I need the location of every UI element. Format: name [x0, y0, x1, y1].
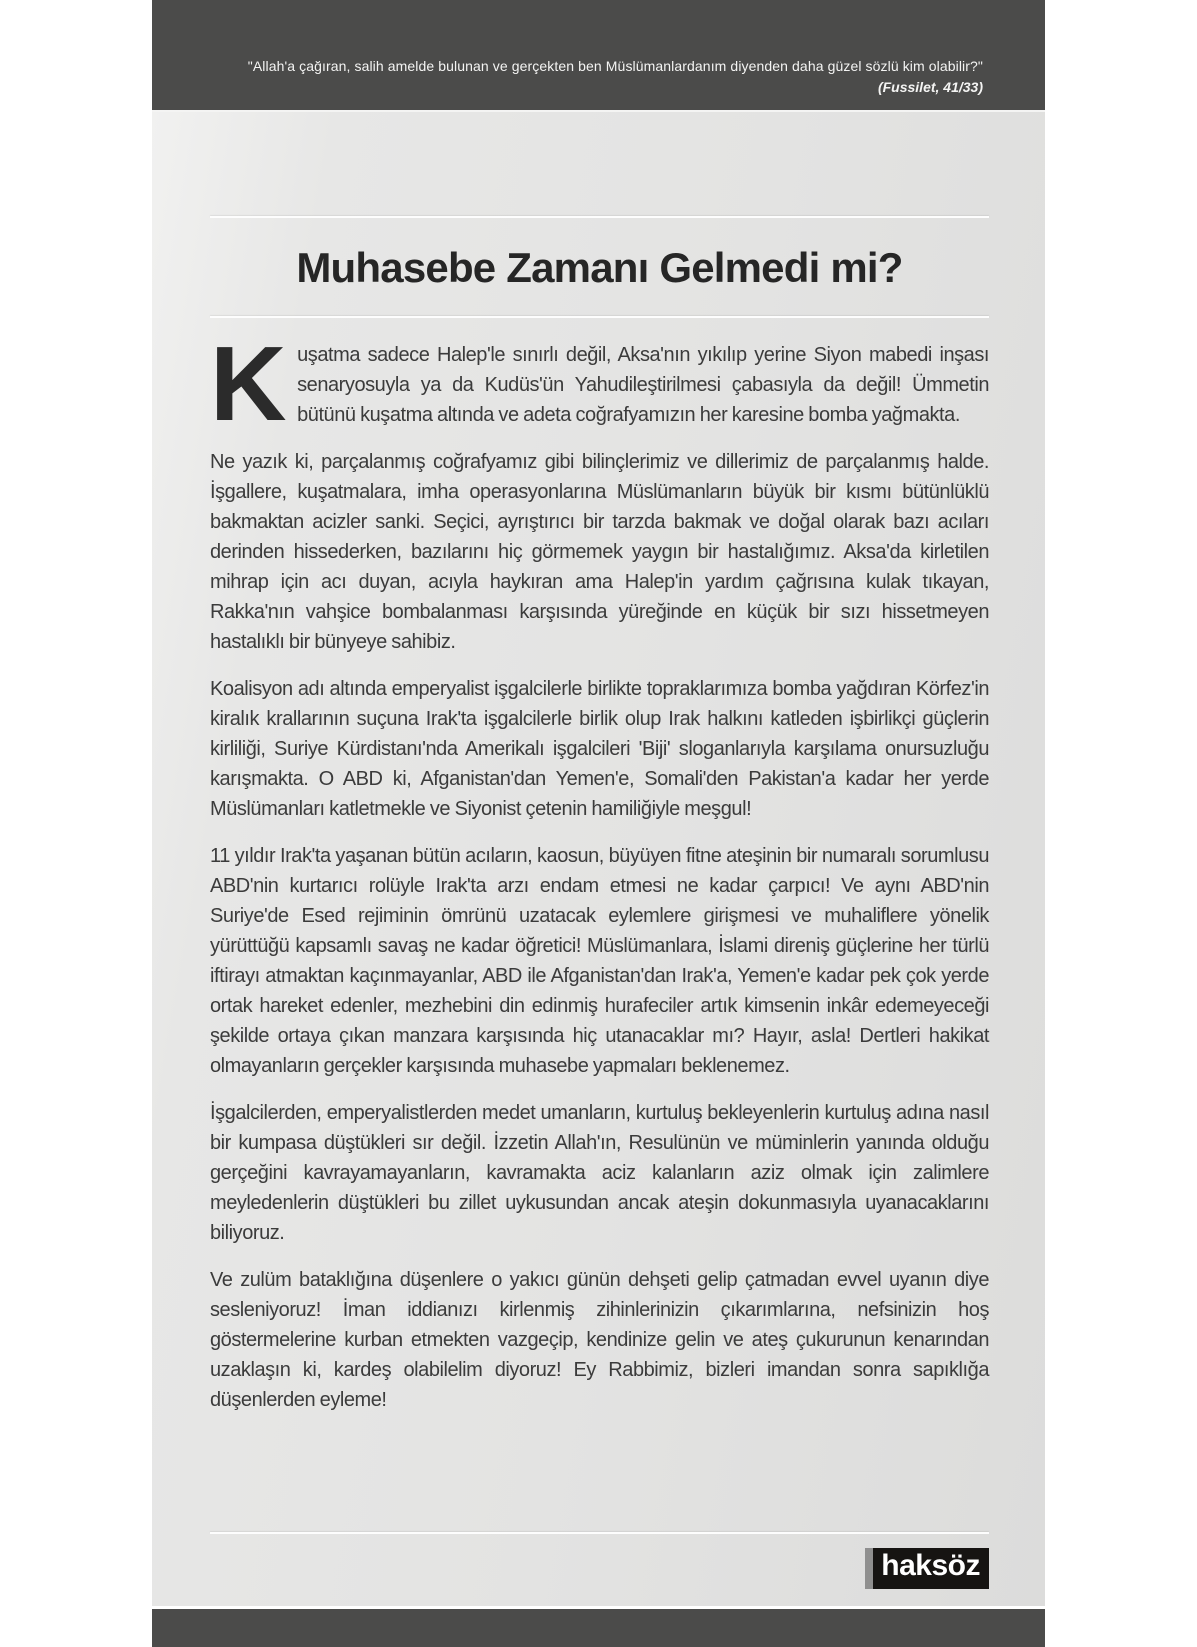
paragraph: Ne yazık ki, parçalanmış coğrafyamız gibi bilinçlerimiz ve dillerimiz de parçalanmış halde. İşgallere, kuşatmalara, imha operasyonlarına Müslümanların büyük bir kısmı bütünlüklü bakmaktan acizler sanki. Seçici, ayrıştırıcı bir tarzda bakmak ve doğal olarak bazı acıları derinden hissederken, bazılarını hiç görmemek yaygın bir hastalığımız. Aksa'da kirletilen mihrap için acı duyan, acıyla haykıran ama Halep'in yardım çağrısına kulak tıkayan, Rakka'nın vahşice bombalanması karşısında yüreğinde en küçük bir sızı hissetmeyen hastalıklı bir bünyeye sahibiz.	[210, 451, 989, 653]
magazine-page	[152, 0, 1045, 1647]
paragraph: 11 yıldır Irak'ta yaşanan bütün acıların, kaosun, büyüyen fitne ateşinin bir numaralı sorumlusu ABD'nin kurtarıcı rolüyle Irak'ta arzı endam etmesi ne kadar çarpıcı! Ve aynı ABD'nin Suriye'de Esed rejiminin ömrünü uzatacak eylemlere girişmesi ve muhaliflere yönelik yürüttüğü kapsamlı savaş ne kadar öğretici! Müslümanlara, İslami direniş güçlerine her türlü iftirayı atmaktan kaçınmayanlar, ABD ile Afganistan'dan Irak'a, Yemen'e kadar pek çok yerde ortak hareket edenler, mezhebini din edinmiş hurafeciler artık kimsenin inkâr edemeyeceği şekilde ortaya çıkan manzara karşısında hiç utanacaklar mı? Hayır, asla! Dertleri hakikat olmayanların gerçekler karşısında muhasebe yapmaları beklenemez.	[210, 845, 989, 1077]
article-title: Muhasebe Zamanı Gelmedi mi?	[296, 244, 903, 291]
publisher-logo: haksöz	[865, 1548, 989, 1589]
paragraph: Ve zulüm bataklığına düşenlere o yakıcı günün dehşeti gelip çatmadan evvel uyanın diye sesleniyoruz! İman iddianızı kirlenmiş zihinlerinizin çıkarımlarına, nefsinizin hoş göstermelerine kurban etmekten vazgeçip, kendinize gelin ve ateş çukurunun kenarından uzaklaşın ki, kardeş olabilelim diyoruz! Ey Rabbimiz, bizleri imandan sonra sapıklığa düşenlerden eyleme!	[210, 1269, 989, 1411]
quote-attribution: (Fussilet, 41/33)	[877, 79, 983, 95]
header-band	[152, 0, 1045, 110]
title-rule-top	[210, 216, 989, 218]
paragraph: İşgalcilerden, emperyalistlerden medet umanların, kurtuluş bekleyenlerin kurtuluş adına nasıl bir kumpasa düştükleri sır değil. İzzetin Allah'ın, Resulünün ve müminlerin yanında olduğu gerçeğini kavrayamayanların, kavramakta aciz kalanların aziz olmak için zalimlere meyledenlerin düştükleri bu zillet uykusundan ancak ateşin dokunmasıyla uyanacaklarını biliyoruz.	[210, 1102, 989, 1244]
footer-rule	[210, 1532, 989, 1534]
paragraph	[210, 325, 989, 443]
drop-cap: K	[210, 325, 287, 443]
paragraph: Koalisyon adı altında emperyalist işgalcilerle birlikte topraklarımıza bomba yağdıran Körfez'in kiralık krallarının suçuna Irak'ta işgalcilerle birlik olup Irak halkını katleden işbirlikçi güçlerin kirliliği, Suriye Kürdistanı'nda Amerikalı işgalcileri 'Biji' sloganlarıyla karşılama onursuzluğu karışmakta. O ABD ki, Afganistan'dan Yemen'e, Somali'den Pakistan'a kadar her yerde Müslümanları katletmekle ve Siyonist çetenin hamiliğiyle meşgul!	[210, 678, 989, 820]
article-body-area	[152, 110, 1045, 1606]
paragraph-text: uşatma sadece Halep'le sınırlı değil, Aksa'nın yıkılıp yerine Siyon mabedi inşası senaryosuyla ya da Kudüs'ün Yahudileştirilmesi çabasıyla da değil! Ümmetin bütünü kuşatma altında ve adeta coğrafyamızın her karesine bomba yağmakta.	[297, 344, 989, 426]
title-rule-bottom	[210, 316, 989, 318]
header-quote: "Allah'a çağıran, salih amelde bulunan ve gerçekten ben Müslümanlardanım diyenden daha güzel sözlü kim olabilir?"	[247, 58, 983, 74]
footer-band	[152, 1606, 1045, 1647]
